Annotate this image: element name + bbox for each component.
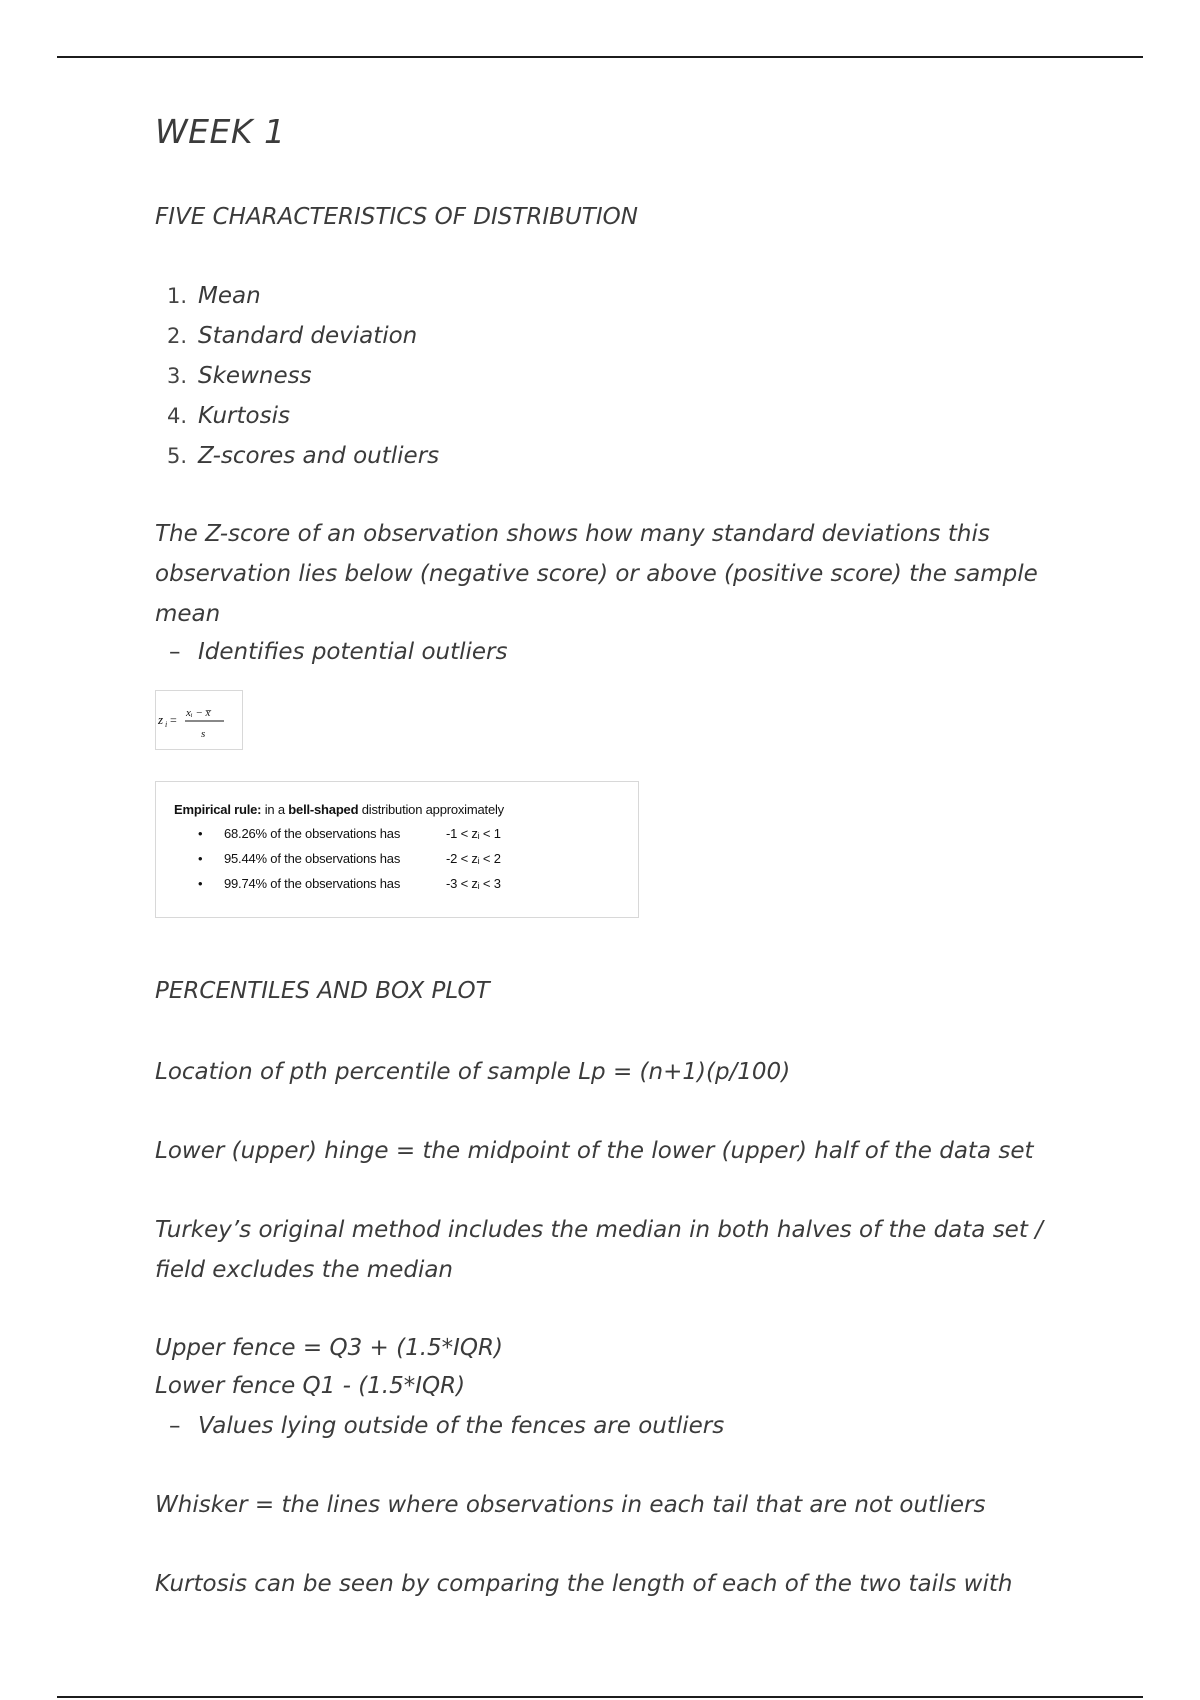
zscore-formula <box>156 691 242 749</box>
list-item: 5. Z-scores and outliers <box>167 443 440 469</box>
list-item: 1. Mean <box>167 283 261 309</box>
zscore-paragraph: The Z-score of an observation shows how many standard deviations this observation lies below (negative score) or above (positive score) the sample mean <box>155 521 1038 627</box>
top-rule <box>57 56 1143 58</box>
hinge-text: Lower (upper) hinge = the midpoint of the lower (upper) half of the data set <box>155 1138 1034 1164</box>
svg-text:xᵢ − x̅: xᵢ − x̅ <box>186 707 211 719</box>
zscore-bullet: – Identifies potential outliers <box>169 639 508 665</box>
fence-bullet: – Values lying outside of the fences are outliers <box>169 1413 725 1439</box>
upper-fence-text: Upper fence = Q3 + (1.5*IQR) <box>155 1335 503 1361</box>
whisker-text: Whisker = the lines where observations in each tail that are not outliers <box>155 1492 986 1518</box>
list-item: 2. Standard deviation <box>167 323 418 349</box>
empirical-rule-header: Empirical rule: in a bell-shaped distribution approximately <box>174 802 504 817</box>
svg-text:s: s <box>201 728 206 740</box>
list-item: 3. Skewness <box>167 363 312 389</box>
lower-fence-text: Lower fence Q1 - (1.5*IQR) <box>155 1373 466 1399</box>
empirical-rule-image: Empirical rule: in a bell-shaped distribution approximately • 68.26% of the observations has -1 < zᵢ < 1 • 95.44% of the observations has -2 < zᵢ < 2 • 99.74% of the observations has -3 < zᵢ < 3 <box>155 781 639 918</box>
zscore-formula-image <box>155 690 243 750</box>
svg-text:=: = <box>170 713 177 727</box>
section-heading-distribution: FIVE CHARACTERISTICS OF DISTRIBUTION <box>155 204 638 230</box>
percentile-location-text: Location of pth percentile of sample Lp = (n+1)(p/100) <box>155 1059 791 1085</box>
bottom-rule <box>57 1696 1143 1698</box>
page-title: WEEK 1 <box>155 112 286 151</box>
kurtosis-text: Kurtosis can be seen by comparing the length of each of the two tails with <box>155 1571 1013 1597</box>
section-heading-percentiles: PERCENTILES AND BOX PLOT <box>155 978 490 1004</box>
svg-text:z: z <box>158 712 164 727</box>
characteristics-list <box>155 276 439 476</box>
turkey-method-text: Turkey’s original method includes the median in both halves of the data set / field excludes the median <box>155 1217 1043 1283</box>
list-item: 4. Kurtosis <box>167 403 290 429</box>
svg-text:i: i <box>165 720 168 729</box>
